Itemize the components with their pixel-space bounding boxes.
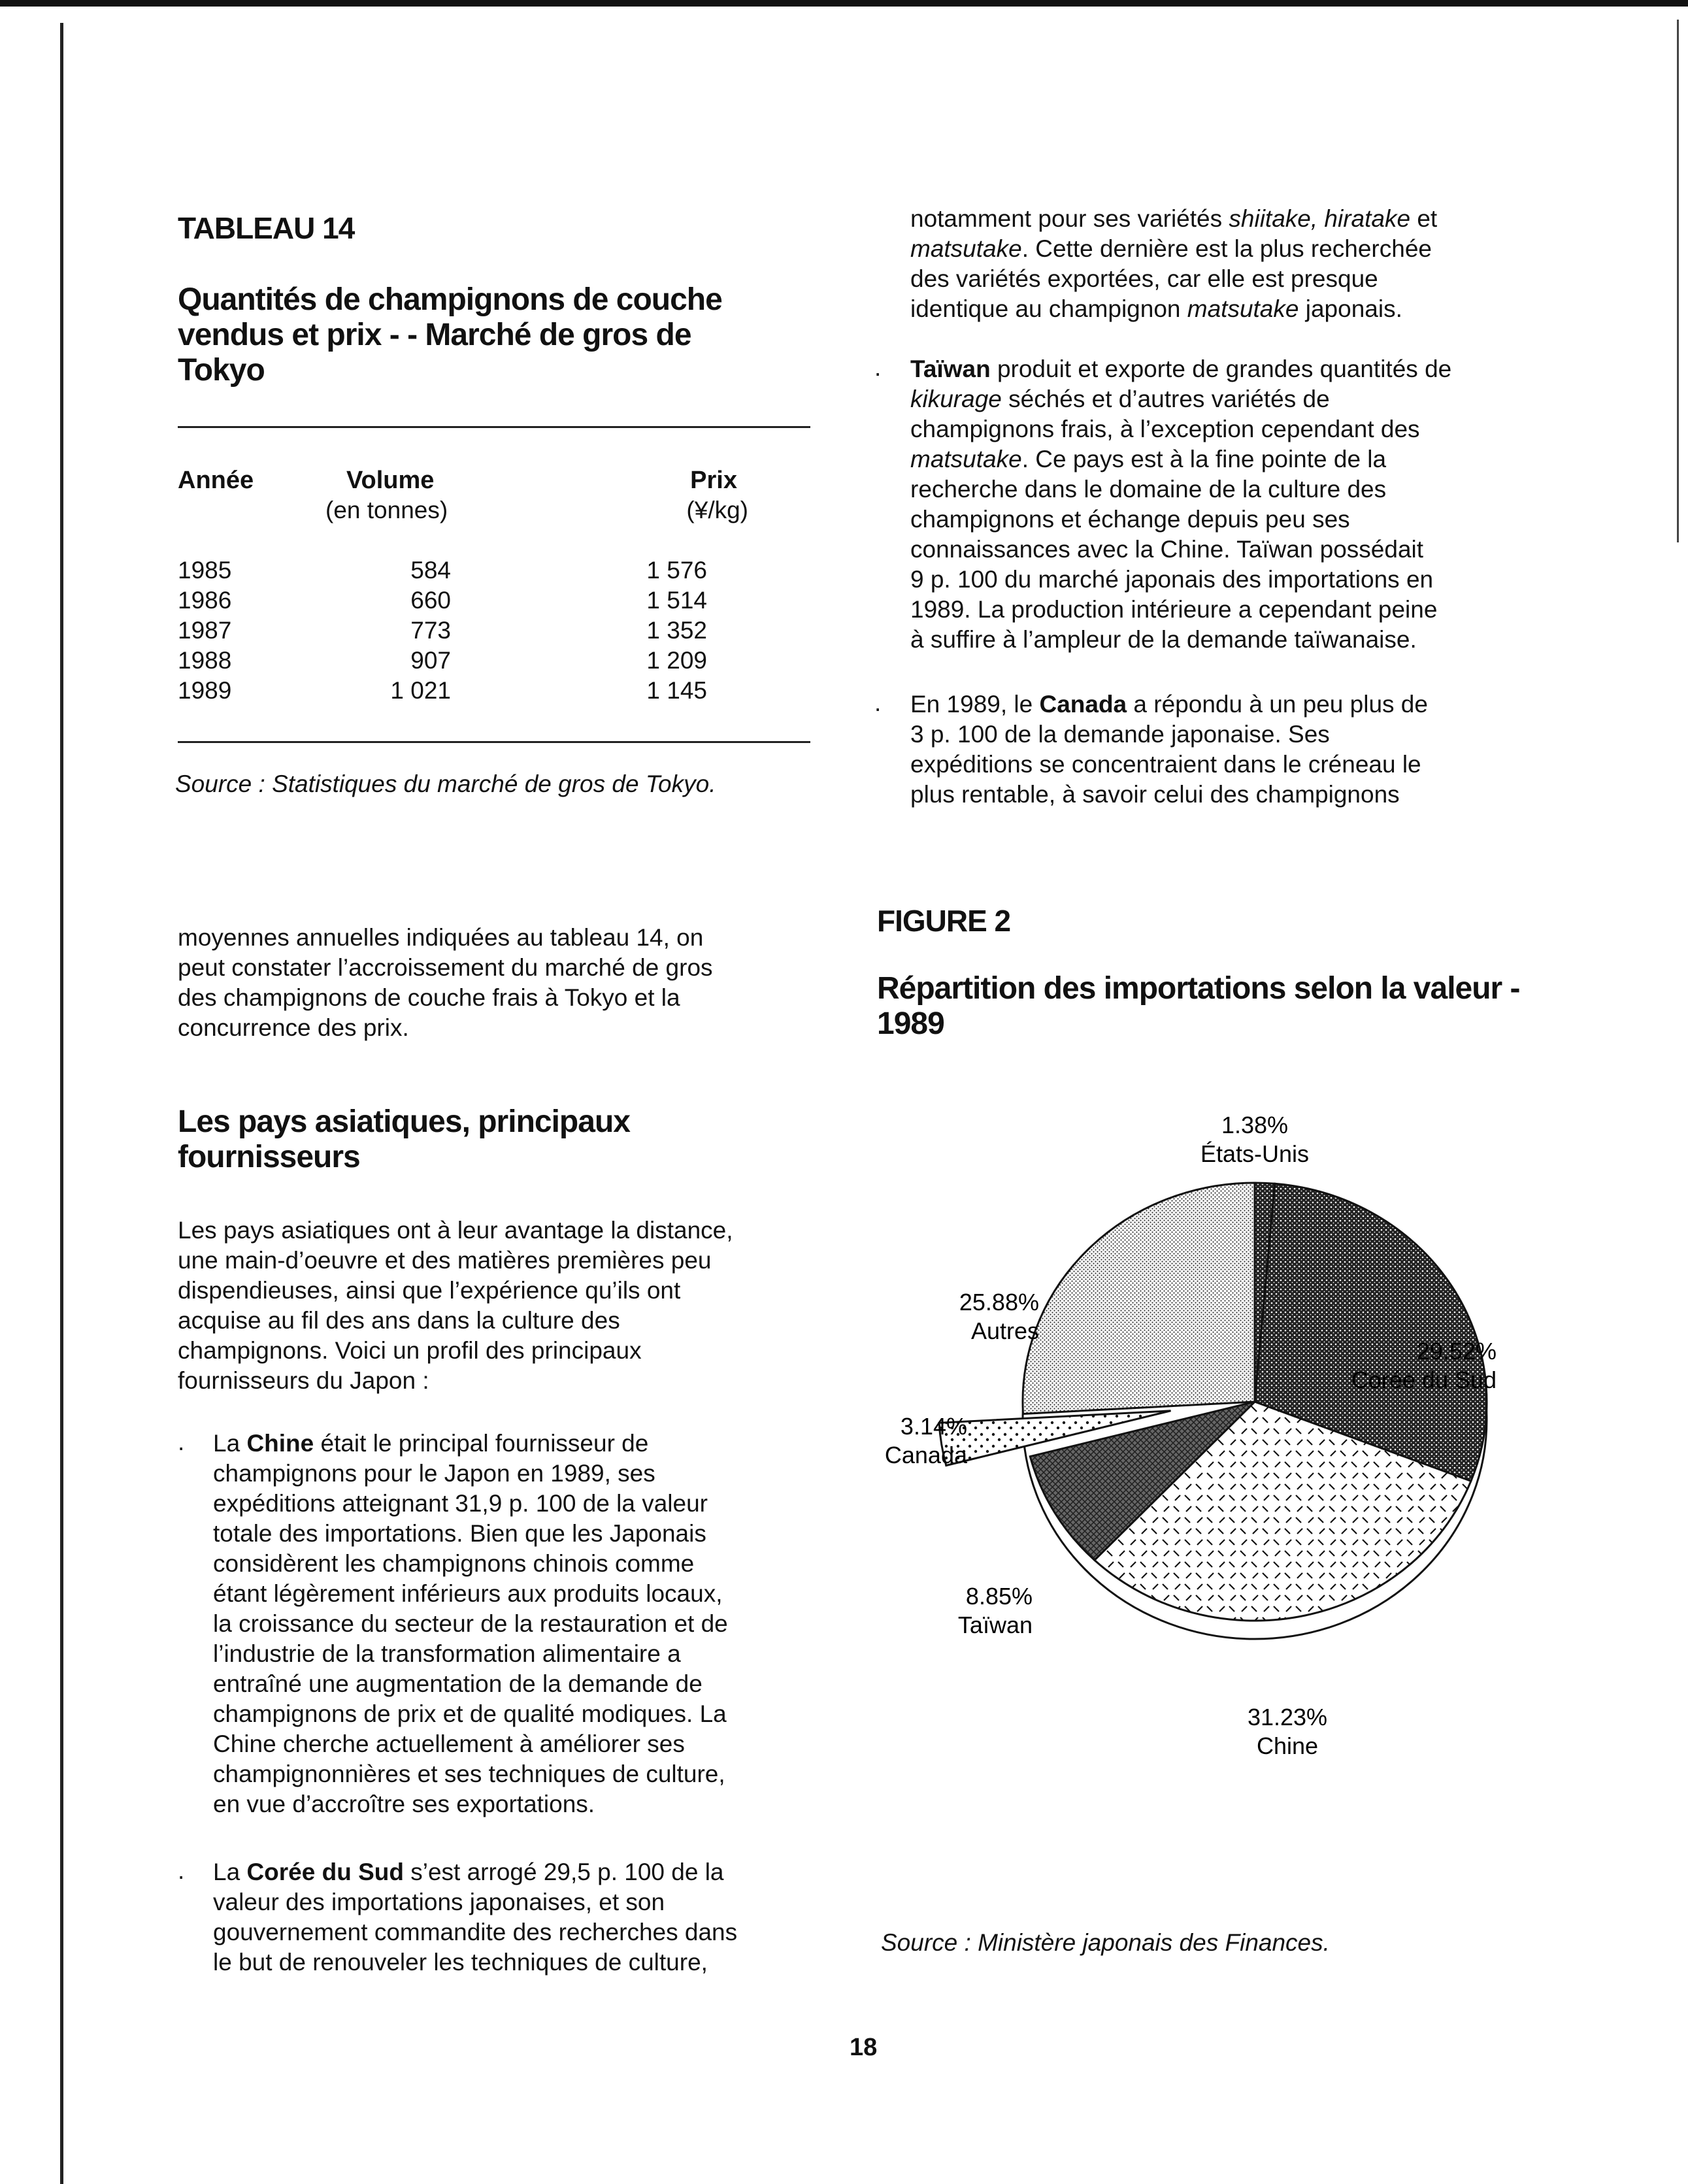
table-header-row: [178, 465, 810, 495]
figure-label: FIGURE 2: [877, 904, 1011, 938]
text-line: champignons. Voici un profil des principaux: [178, 1337, 642, 1364]
text-line: Les pays asiatiques ont à leur avantage la distance,: [178, 1217, 733, 1244]
section-title: [178, 1104, 818, 1175]
table-label: TABLEAU 14: [178, 211, 355, 245]
text-line: expéditions se concentraient dans le créneau le: [910, 751, 1421, 778]
text-line: champignons de prix et de qualité modiques. La: [213, 1700, 727, 1727]
text-line: des champignons de couche frais à Tokyo et la: [178, 984, 680, 1011]
text-run: s’est arrogé 29,5 p. 100 de la: [403, 1859, 724, 1885]
cell-year: 1989: [178, 677, 232, 704]
bullet-taiwan: [910, 354, 1564, 655]
text-run-italic: matsutake: [1187, 295, 1299, 322]
text-line: valeur des importations japonaises, et son: [213, 1889, 665, 1915]
table-row: [178, 586, 810, 616]
text-line: acquise au fil des ans dans la culture des: [178, 1307, 620, 1334]
pie-value-label: 25.88%: [959, 1289, 1039, 1315]
text-line: 3 p. 100 de la demande japonaise. Ses: [910, 721, 1330, 748]
pie-category-label: États-Unis: [1200, 1140, 1310, 1167]
text-line: le but de renouveler les techniques de culture,: [213, 1949, 708, 1976]
scan-top-edge: [0, 0, 1688, 7]
text-line: une main-d’oeuvre et des matières premières peu: [178, 1247, 712, 1274]
bullet-canada: [910, 689, 1564, 810]
pie-category-label: Corée du Sud: [1351, 1366, 1497, 1393]
figure-title-line: Répartition des importations selon la valeur -: [877, 971, 1520, 1006]
bullet-marker: .: [874, 689, 882, 716]
continuation-paragraph: [910, 204, 1564, 324]
text-line: [910, 444, 1564, 474]
text-run: En 1989, le: [910, 691, 1040, 718]
text-run: La: [213, 1430, 247, 1457]
text-run: japonais.: [1299, 295, 1402, 322]
text-line: recherche dans le domaine de la culture des: [910, 476, 1387, 503]
text-line: considèrent les champignons chinois comme: [213, 1550, 695, 1577]
intro-paragraph: [178, 923, 818, 1043]
text-run: était le principal fournisseur de: [314, 1430, 649, 1457]
table-title: [178, 282, 831, 388]
text-run: . Cette dernière est la plus recherchée: [1021, 235, 1432, 262]
bullet-marker: .: [178, 1429, 185, 1455]
text-line: moyennes annuelles indiquées au tableau 14, on: [178, 924, 704, 951]
text-run: et: [1410, 205, 1438, 232]
scan-right-edge: [1677, 20, 1679, 542]
cell-year: 1987: [178, 617, 232, 644]
text-run-italic: matsutake: [910, 446, 1022, 472]
text-run: produit et exporte de grandes quantités de: [990, 356, 1452, 382]
pie-chart: [850, 1112, 1673, 1804]
text-line: [213, 1857, 840, 1887]
bullet-coree: [213, 1857, 840, 1977]
table-14: [178, 465, 810, 706]
text-line: [910, 234, 1564, 264]
pie-value-label: 31.23%: [1247, 1704, 1328, 1730]
text-line: étant légèrement inférieurs aux produits locaux,: [213, 1580, 723, 1607]
text-run-italic: kikurage: [910, 386, 1002, 412]
text-run: séchés et d’autres variétés de: [1001, 386, 1330, 412]
bullet-marker: .: [874, 354, 882, 381]
text-line: [910, 294, 1564, 324]
table-row: [178, 555, 810, 586]
text-line: des variétés exportées, car elle est presque: [910, 265, 1378, 292]
text-line: gouvernement commandite des recherches dans: [213, 1919, 738, 1945]
text-line: [910, 384, 1564, 414]
text-line: [910, 689, 1564, 720]
pie-category-label: Taïwan: [957, 1612, 1033, 1638]
table-top-rule: [178, 426, 810, 428]
cell-volume: 773: [410, 617, 451, 644]
text-line: concurrence des prix.: [178, 1014, 409, 1041]
text-line: expéditions atteignant 31,9 p. 100 de la valeur: [213, 1490, 708, 1517]
cell-price: 1 145: [646, 677, 707, 704]
text-line: [213, 1429, 840, 1459]
page-number: 18: [850, 2034, 878, 2061]
text-line: plus rentable, à savoir celui des champignons: [910, 781, 1400, 808]
text-line: 9 p. 100 du marché japonais des importations en: [910, 566, 1434, 593]
text-line: la croissance du secteur de la restauration et de: [213, 1610, 728, 1637]
table-title-line: Quantités de champignons de couche: [178, 282, 722, 317]
pie-value-label: 3.14%: [900, 1413, 967, 1440]
figure-source: Source : Ministère japonais des Finances.: [881, 1929, 1330, 1956]
table-title-line: vendus et prix - - Marché de gros de: [178, 318, 691, 352]
text-run: notamment pour ses variétés: [910, 205, 1229, 232]
text-line: Chine cherche actuellement à améliorer ses: [213, 1730, 685, 1757]
country-canada: Canada: [1039, 691, 1127, 718]
text-line: [910, 204, 1564, 234]
country-chine: Chine: [246, 1430, 314, 1457]
col-header-volume: Volume: [346, 467, 435, 494]
bullet-marker: .: [178, 1857, 185, 1884]
col-header-year: Année: [178, 467, 254, 494]
pie-value-label: 29.52%: [1416, 1338, 1497, 1365]
text-line: peut constater l’accroissement du marché de gros: [178, 954, 713, 981]
text-line: à suffire à l’ampleur de la demande taïwanaise.: [910, 626, 1417, 653]
text-line: totale des importations. Bien que les Japonais: [213, 1520, 706, 1547]
col-unit-volume: (en tonnes): [325, 497, 448, 523]
cell-price: 1 514: [646, 587, 707, 614]
text-line: entraîné une augmentation de la demande de: [213, 1670, 703, 1697]
cell-year: 1988: [178, 647, 232, 674]
pie-category-label: Canada: [884, 1442, 967, 1468]
cell-year: 1985: [178, 557, 232, 584]
figure-title: [877, 971, 1629, 1042]
cell-volume: 907: [410, 647, 451, 674]
scan-left-edge: [60, 23, 63, 2184]
cell-price: 1 576: [646, 557, 707, 584]
section-title-line: fournisseurs: [178, 1140, 360, 1174]
col-unit-price: (¥/kg): [686, 497, 748, 523]
table-title-line: Tokyo: [178, 353, 265, 388]
figure-title-line: 1989: [877, 1006, 944, 1041]
section-paragraph: [178, 1216, 818, 1396]
table-row: [178, 676, 810, 706]
country-taiwan: Taïwan: [910, 356, 991, 382]
text-run-italic: matsutake: [910, 235, 1022, 262]
cell-price: 1 352: [646, 617, 707, 644]
text-line: connaissances avec la Chine. Taïwan possédait: [910, 536, 1424, 563]
text-line: 1989. La production intérieure a cependant peine: [910, 596, 1438, 623]
text-run: identique au champignon: [910, 295, 1187, 322]
text-run: . Ce pays est à la fine pointe de la: [1021, 446, 1387, 472]
pie-value-label: 8.85%: [965, 1583, 1033, 1610]
text-run-italic: shiitake, hiratake: [1229, 205, 1411, 232]
cell-volume: 584: [410, 557, 451, 584]
table-source: Source : Statistiques du marché de gros de Tokyo.: [175, 770, 716, 797]
pie-category-label: Autres: [970, 1317, 1039, 1344]
text-line: champignonnières et ses techniques de culture,: [213, 1761, 725, 1787]
text-line: en vue d’accroître ses exportations.: [213, 1791, 595, 1817]
text-line: fournisseurs du Japon :: [178, 1367, 429, 1394]
table-row: [178, 646, 810, 676]
section-title-line: Les pays asiatiques, principaux: [178, 1104, 630, 1139]
pie-value-label: 1.38%: [1221, 1112, 1289, 1138]
cell-volume: 660: [410, 587, 451, 614]
text-line: l’industrie de la transformation alimentaire a: [213, 1640, 681, 1667]
pie-category-label: Chine: [1256, 1732, 1319, 1759]
text-line: champignons pour le Japon en 1989, ses: [213, 1460, 655, 1487]
text-line: champignons frais, à l’exception cependant des: [910, 416, 1420, 442]
bullet-chine: [213, 1429, 840, 1819]
cell-volume: 1 021: [390, 677, 451, 704]
text-run: a répondu à un peu plus de: [1127, 691, 1428, 718]
text-line: champignons et échange depuis peu ses: [910, 506, 1350, 533]
cell-year: 1986: [178, 587, 232, 614]
col-header-price: Prix: [690, 467, 737, 494]
table-bottom-rule: [178, 741, 810, 743]
table-row: [178, 616, 810, 646]
pie-slice: [1023, 1183, 1255, 1414]
cell-price: 1 209: [646, 647, 707, 674]
table-subheader-row: [178, 495, 810, 525]
country-coree: Corée du Sud: [246, 1859, 404, 1885]
text-run: La: [213, 1859, 247, 1885]
text-line: [910, 354, 1564, 384]
pie-slices: [939, 1183, 1487, 1639]
text-line: dispendieuses, ainsi que l’expérience qu’ils ont: [178, 1277, 681, 1304]
